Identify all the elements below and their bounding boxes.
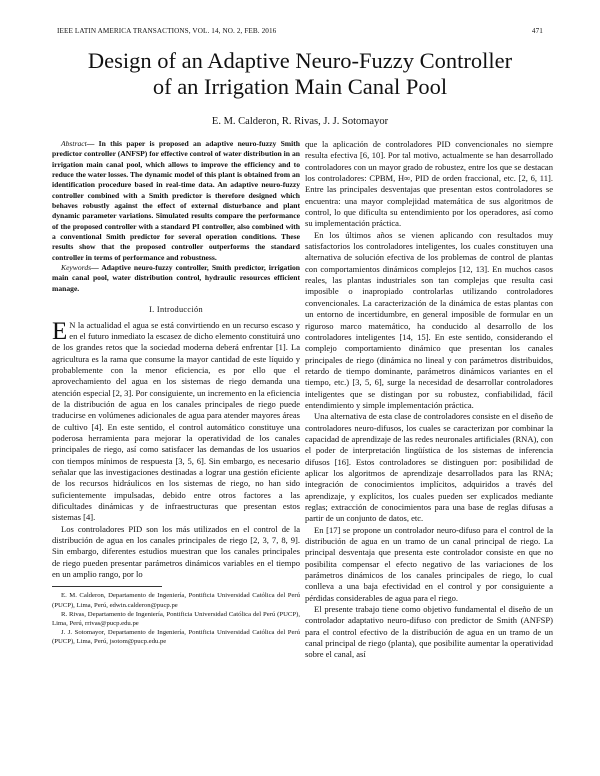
journal-header: IEEE LATIN AMERICA TRANSACTIONS, VOL. 14, NO. 2, FEB. 2016 [57,27,277,35]
keywords-label: Keywords [61,263,92,273]
authors: E. M. Calderon, R. Rivas, J. J. Sotomayor [211,116,389,127]
intro-paragraph-2: Los controladores PID son los más utilizados en el control de la distribución de agua en los canales principales de riego [2, 3, 7, 8, 9]. Sin embargo, diferentes estudios muestran que los canales principales de riego pueden presentar parámetros dinámicos variables en el tiempo en un amplio rango, por lo [52,523,300,580]
footnote-author-3: J. J. Sotomayor, Departamento de Ingeniería, Pontificia Universidad Católica del Perú (PUCP), Lima, Perú, jsotom@pucp.edu.pe [52,629,300,646]
title-line-2: of an Irrigation Main Canal Pool [152,74,448,99]
right-paragraph-2: En los últimos años se vienen aplicando con resultados muy satisfactorios los controladores inteligentes, los cuales constituyen una alternativa de solución efectiva de los problemas de control de plantas con comportamientos dinámicos complejos [12, 13]. En muchos casos reales, las plantas industriales son tan complejas que resulta casi imposible o inapropiado controlarlas utilizando controladores convencionales. La caracterización de la dinámica de estas plantas con un entorno de incertidumbre, en general imposible de formular en un riguroso marco matemático, ha conducido al desarrollo de los controladores inteligentes [14, 15]. En este sentido, considerando el complejo comportamiento dinámico que presentan los canales principales de riego (dinámica no lineal y con parámetros distribuidos, retardo de tiempo dominante, parámetros dinámicos variantes en el tiempo, etc.) [3, 5, 6], surge la necesidad de desarrollar controladores inteligentes que se distingan por su robustez, confiabilidad, fácil entendimiento y simple implementación práctica. [305,229,553,410]
abstract [52,139,300,263]
right-column [305,139,553,661]
intro-paragraph-1 [52,317,300,524]
drop-cap: E [52,317,68,345]
abstract-text: — In this paper is proposed an adaptive neuro-fuzzy Smith predictor controller (ANFSP) for effective control of water distribution in an irrigation main canal pool, which allows to improve the efficiency and to reduce the water losses. The dynamic model of this plant is obtained from an identification procedure based in real-time data. An adaptive neuro-fuzzy controller combined with a Smith predictor is therefore designed which behaves robustly against the effect of external disturbance and plant dynamic parameter variations. Simulated results compare the performance of the proposed controller with a standard PI controller, also combined with a conventional Smith predictor for several operation conditions. These results show that the proposed controller outperforms the standard controller in terms of performance and robustness. [52,139,300,262]
title-line-1: Design of an Adaptive Neuro-Fuzzy Controller [87,48,513,73]
right-paragraph-5: El presente trabajo tiene como objetivo fundamental el diseño de un controlador adaptativo neuro-difuso con predictor de Smith (ANFSP) para el control efectivo de la distribución de agua en un tramo de un canal principal de riego (planta), que posibilite aumentar la operatividad sobre el canal, así [305,604,553,660]
intro-p1-text: N la actualidad el agua se está convirtiendo en un recurso escaso y en el futuro inmediato la escasez de dicho elemento constituirá uno de los grandes retos que la sociedad moderna deberá enfrentar [1]. La agricultura es la rama que consume la mayor cantidad de este líquido y probablemente con la menor eficiencia, es por ello que el aprovechamiento del agua en los sistemas de riego demanda una atención especial [2, 3]. Por consiguiente, un incremento en la eficiencia de la distribución de agua en los canales principales de riego puede traducirse en volúmenes adicionales de agua para atender mayores áreas de cultivo [4]. En este sentido, el control automático constituye una poderosa herramienta para mejorar la operatividad de los canales principales de riego, así como satisfacer las demandas de los usuarios con tiempos mínimos de respuesta [3, 5, 6]. Sin embargo, es necesario señalar que las investigaciones destinadas a lograr una gestión eficiente de los recursos hidráulicos en los sistemas de riego, no han sido suficientemente impulsadas, debido entre otros factores a las dificultades dinámicas y de infraestructuras que presentan estos sistemas [4]. [52,319,300,523]
left-column [52,139,300,647]
right-paragraph-3: Una alternativa de esta clase de controladores consiste en el diseño de controladores neuro-difusos, los cuales se caracterizan por combinar la capacidad de aprendizaje de las redes neuronales artificiales (RNA), con el poder de interpretación lingüística de los sistemas de inferencia difusos [16]. Estos controladores se distinguen por: posibilidad de aplicar los algoritmos de aprendizaje desarrollados para las RNA; integración de conocimientos implícitos, adquiridos a través del aprendizaje, y explícitos, los cuales pueden ser explicados mediante reglas; extracción de conocimientos para una base de reglas difusas a partir de un conjunto de datos, etc. [305,411,553,524]
abstract-label: Abstract [61,139,87,148]
paper-title [60,48,540,100]
page-number: 471 [531,27,543,35]
right-paragraph-1: que la aplicación de controladores PID convencionales no siempre resulta efectiva [6, 10]. Por tal motivo, actualmente se han desarrollado controladores con un mayor grado de robustez, entre los que se destacan los controladores: CPBM, H∞, PID de orden fraccional, etc. [2, 6, 11]. Entre las principales desventajas que presentan estos controladores se encuentra: una mayor complejidad matemática de sus algoritmos de control, lo que dificulta su entendimiento por los operadores, así como su implementación práctica. [305,139,553,229]
section-heading: I. Introducción [149,305,203,315]
keywords [52,263,300,294]
right-paragraph-4: En [17] se propone un controlador neuro-difuso para el control de la distribución de agua en un tramo de un canal principal de riego. La principal desventaja que presenta este controlador consiste en que no posibilita compensar el efecto negativo de las variaciones de los parámetros dinámicos de los canales principales de riego, lo cual conlleva a una baja efectividad en el control y por consiguiente a pérdidas considerables de agua para el riego. [305,524,553,603]
footnote-divider [52,586,162,587]
running-header [57,27,543,39]
keywords-text: — Adaptive neuro-fuzzy controller, Smith predictor, irrigation main canal pool, water distribution control, hydraulic resources efficient manage. [52,263,300,293]
footnote-author-2: R. Rivas, Departamento de Ingeniería, Pontificia Universidad Católica del Perú (PUCP), Lima, Perú, rrivas@pucp.edu.pe [52,610,300,628]
footnote-author-1: E. M. Calderon, Departamento de Ingeniería, Pontificia Universidad Católica del Perú (PUCP), Lima, Perú, edwin.calderon@pucp.pe [52,592,300,609]
